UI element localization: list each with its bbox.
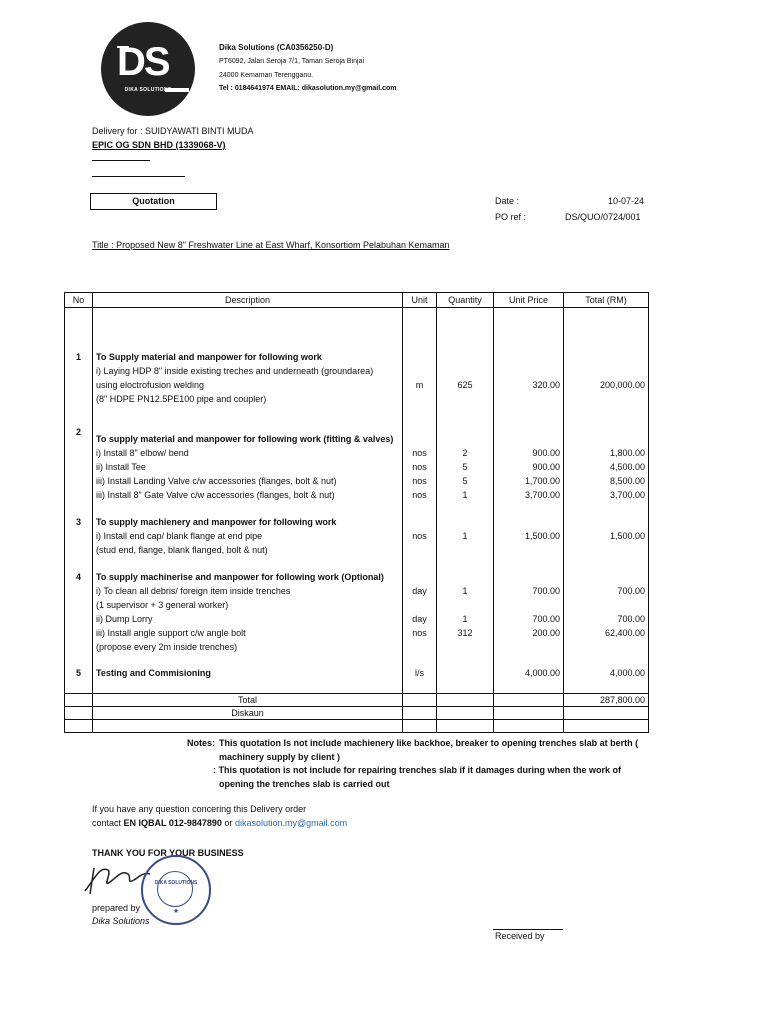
note-2a: : This quotation is not include for repairing trenches slab if it damages during when the work of	[213, 765, 622, 775]
cell-unit-price: 1,500.00	[524, 531, 560, 541]
discount-label: Diskaun	[93, 707, 403, 720]
cell-quantity: 5	[462, 462, 468, 472]
cell-description: To supply material and manpower for following work (fitting & valves)	[96, 434, 394, 444]
header-unit: Unit	[403, 293, 437, 308]
column-no	[65, 308, 92, 693]
cell-quantity: 1	[462, 586, 468, 596]
prepared-label: prepared by	[92, 903, 141, 913]
cell-total: 3,700.00	[609, 490, 645, 500]
contact-line-1: If you have any question concering this Delivery order	[92, 804, 307, 814]
cell-unit-price: 700.00	[532, 586, 560, 596]
document-title: Quotation	[90, 193, 217, 210]
column-unit	[403, 308, 436, 693]
note-1b: machinery supply by client )	[219, 752, 341, 762]
total-label: Total	[93, 694, 403, 707]
total-value: 287,800.00	[564, 694, 649, 707]
column-unit-price	[494, 308, 563, 693]
table-header-row	[65, 293, 649, 308]
contact-line-2	[92, 818, 347, 828]
stamp-star-icon: ★	[172, 908, 180, 915]
total-row	[65, 694, 649, 707]
thank-you-text: THANK YOU FOR YOUR BUSINESS	[92, 848, 244, 858]
cell-unit-price: 320.00	[532, 380, 560, 390]
cell-total: 700.00	[617, 614, 645, 624]
contact-or: or	[221, 818, 235, 828]
cell-description: (8" HDPE PN12.5PE100 pipe and coupler)	[96, 394, 267, 404]
cell-no: 5	[75, 668, 81, 678]
cell-description: ii) Dump Lorry	[96, 614, 153, 624]
cell-description: iii) Install Landing Valve c/w accessories (flanges, bolt & nut)	[96, 476, 337, 486]
header-unit-price: Unit Price	[494, 293, 564, 308]
cell-description: To supply machienery and manpower for following work	[96, 517, 337, 527]
cell-description: To supply machinerise and manpower for following work (Optional)	[96, 572, 384, 582]
cell-total: 4,000.00	[609, 668, 645, 678]
cell-unit: m	[415, 380, 424, 390]
cell-description: using eloctrofusion welding	[96, 380, 205, 390]
cell-unit: day	[412, 586, 427, 596]
prepared-by: Dika Solutions	[92, 916, 150, 926]
cell-no: 3	[75, 517, 81, 527]
cell-unit: nos	[412, 476, 427, 486]
cell-no: 1	[75, 352, 81, 362]
logo-subtitle: DIKA SOLUTIONS	[124, 87, 172, 93]
contact-prefix: contact	[92, 818, 124, 828]
cell-unit-price: 200.00	[532, 628, 560, 638]
cell-description: i) Laying HDP 8" inside existing treches and underneath (groundarea)	[96, 366, 374, 376]
cell-unit: day	[412, 614, 427, 624]
table-body-row	[65, 308, 649, 694]
cell-no: 4	[75, 572, 81, 582]
cell-total: 200,000.00	[599, 380, 645, 390]
cell-description: iii) Install angle support c/w angle bolt	[96, 628, 246, 638]
cell-unit-price: 900.00	[532, 448, 560, 458]
cell-unit-price: 1,700.00	[524, 476, 560, 486]
cell-description: i) Install end cap/ blank flange at end pipe	[96, 531, 263, 541]
cell-quantity: 1	[462, 531, 468, 541]
header-no: No	[65, 293, 93, 308]
cell-description: iii) Install 8" Gate Valve c/w accessories (flanges, bolt & nut)	[96, 490, 335, 500]
stamp-text: DIKA SOLUTIONS	[154, 880, 198, 886]
company-name: Dika Solutions (CA0356250-D)	[219, 43, 334, 52]
cell-total: 4,500.00	[609, 462, 645, 472]
column-total	[564, 308, 648, 693]
cell-no: 2	[75, 427, 81, 437]
cell-quantity: 312	[457, 628, 473, 638]
header-total: Total (RM)	[564, 293, 649, 308]
po-label: PO ref :	[495, 212, 527, 222]
cell-description: i) To clean all debris/ foreign item inside trenches	[96, 586, 291, 596]
company-stamp	[141, 855, 211, 925]
cell-description: (1 supervisor + 3 general worker)	[96, 600, 229, 610]
notes-label: Notes:	[187, 738, 216, 748]
contact-email-link[interactable]: dikasolution.my@gmail.com	[234, 818, 348, 828]
cell-quantity: 1	[462, 490, 468, 500]
cell-total: 700.00	[617, 586, 645, 596]
company-address-1: PT6092, Jalan Seroja 7/1, Taman Seroja Binjai	[219, 58, 365, 65]
column-description	[93, 308, 402, 693]
po-value: DS/QUO/0724/001	[565, 212, 641, 222]
cell-quantity: 1	[462, 614, 468, 624]
cell-unit-price: 700.00	[532, 614, 560, 624]
delivery-for: Delivery for : SUIDYAWATI BINTI MUDA	[92, 126, 254, 136]
cell-description: ii) Install Tee	[96, 462, 146, 472]
cell-unit: nos	[412, 490, 427, 500]
contact-name: EN IQBAL 012-9847890	[123, 818, 222, 828]
blank-row	[65, 720, 649, 733]
cell-unit: nos	[412, 462, 427, 472]
cell-total: 1,800.00	[609, 448, 645, 458]
cell-quantity: 2	[462, 448, 468, 458]
cell-unit: nos	[412, 448, 427, 458]
cell-unit: nos	[412, 628, 427, 638]
delivery-company: EPIC OG SDN BHD (1339068-V)	[92, 140, 226, 150]
note-1a: This quotation Is not include machienery like backhoe, breaker to opening trenches slab at berth (	[219, 738, 639, 748]
cell-unit-price: 3,700.00	[524, 490, 560, 500]
header-description: Description	[93, 293, 403, 308]
cell-description: Testing and Commisioning	[96, 668, 211, 678]
stamp-inner-ring	[157, 871, 193, 907]
cell-total: 8,500.00	[609, 476, 645, 486]
quotation-table	[64, 292, 649, 733]
cell-unit: nos	[412, 531, 427, 541]
blank-line-2	[92, 176, 185, 177]
cell-total: 1,500.00	[609, 531, 645, 541]
cell-description: (stud end, flange, blank flanged, bolt & nut)	[96, 545, 268, 555]
company-logo	[101, 22, 195, 116]
date-label: Date :	[495, 196, 520, 206]
blank-line-1	[92, 160, 150, 161]
cell-unit-price: 900.00	[532, 462, 560, 472]
received-signature-line	[493, 929, 563, 930]
quotation-title: Title : Proposed New 8" Freshwater Line at East Wharf, Konsortiom Pelabuhan Kemaman	[92, 240, 450, 250]
note-2b: opening the trenches slab is carried out	[219, 779, 390, 789]
cell-unit: l/s	[415, 668, 424, 678]
cell-description: To Supply material and manpower for following work	[96, 352, 322, 362]
cell-description: i) Install 8" elbow/ bend	[96, 448, 189, 458]
received-by-label: Received by	[495, 931, 545, 941]
cell-unit-price: 4,000.00	[524, 668, 560, 678]
cell-quantity: 625	[457, 380, 473, 390]
logo-mark: DS	[117, 40, 169, 84]
date-value: 10-07-24	[608, 196, 645, 206]
header-quantity: Quantity	[437, 293, 494, 308]
cell-description: (propose every 2m inside trenches)	[96, 642, 238, 652]
cell-total: 62,400.00	[604, 628, 645, 638]
discount-row	[65, 707, 649, 720]
company-address-2: 24000 Kemaman Terengganu.	[219, 72, 314, 79]
column-quantity	[437, 308, 493, 693]
company-contact: Tel : 0184641974 EMAIL: dikasolution.my@gmail.com	[219, 85, 397, 92]
cell-quantity: 5	[462, 476, 468, 486]
